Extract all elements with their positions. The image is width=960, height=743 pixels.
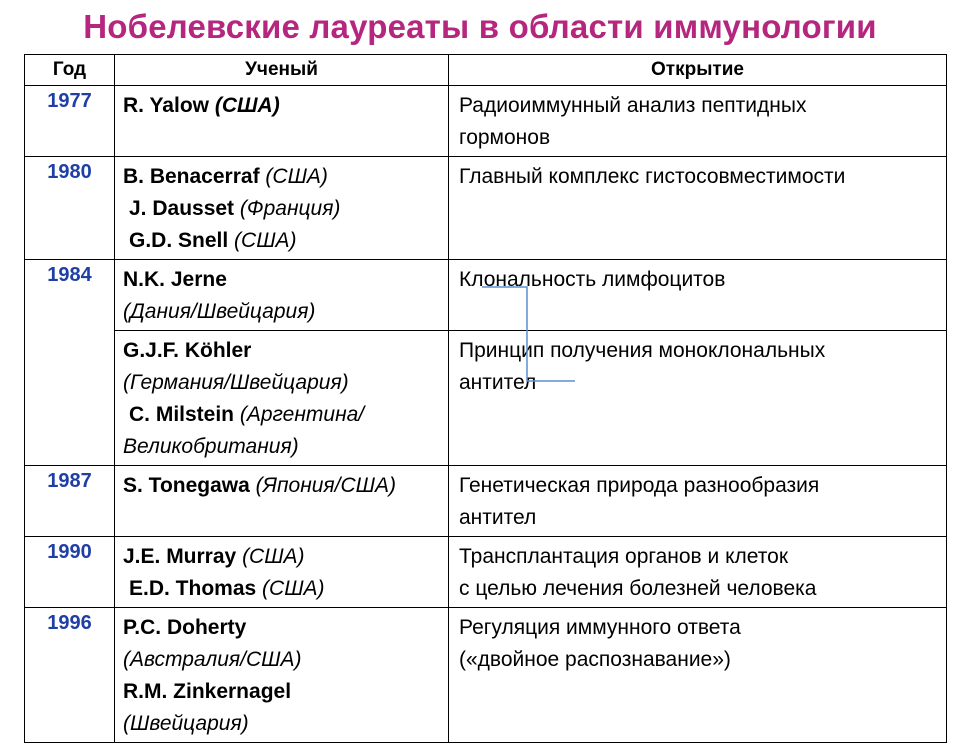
scientist-name: S. Tonegawa xyxy=(123,474,250,497)
scientist-entry xyxy=(123,335,440,367)
scientist-country: (США) xyxy=(234,229,297,252)
scientist-name: E.D. Thomas xyxy=(129,577,257,600)
discovery-line: антител xyxy=(459,371,537,394)
discovery-line: Генетическая природа разнообразия xyxy=(459,474,820,497)
table-row xyxy=(25,466,947,537)
scientist-entry xyxy=(123,676,440,708)
year-cell: 1984 xyxy=(25,260,115,466)
scientist-country: Великобритания) xyxy=(123,435,299,458)
scientist-name: G.D. Snell xyxy=(129,229,229,252)
discovery-line: гормонов xyxy=(459,126,551,149)
scientist-country: (США) xyxy=(262,577,325,600)
scientist-entry xyxy=(123,225,440,257)
scientist-name: R.M. Zinkernagel xyxy=(123,680,292,703)
discovery-cell xyxy=(449,157,947,260)
scientist-cell xyxy=(115,86,449,157)
header-year: Год xyxy=(25,55,115,86)
year-cell: 1990 xyxy=(25,537,115,608)
year-cell: 1996 xyxy=(25,608,115,743)
scientist-name: N.K. Jerne xyxy=(123,268,227,291)
scientist-entry xyxy=(123,264,440,296)
table-row xyxy=(25,608,947,743)
scientist-entry xyxy=(123,161,440,193)
scientist-country: (США) xyxy=(214,94,280,117)
scientist-country: (Австралия/США) xyxy=(123,648,302,671)
scientist-entry xyxy=(123,470,440,502)
scientist-country: (Япония/США) xyxy=(255,474,396,497)
scientist-cell xyxy=(115,537,449,608)
scientist-cell xyxy=(115,608,449,743)
page-title: Нобелевские лауреаты в области иммунологии xyxy=(83,8,877,45)
scientist-country: (Франция) xyxy=(239,197,341,220)
discovery-cell xyxy=(449,537,947,608)
year-cell: 1977 xyxy=(25,86,115,157)
discovery-line: («двойное распознавание») xyxy=(459,648,731,671)
table-row xyxy=(25,157,947,260)
discovery-cell xyxy=(449,331,947,466)
discovery-line: Клональность лимфоцитов xyxy=(459,268,726,291)
scientist-entry xyxy=(123,612,440,644)
scientist-name: J.E. Murray xyxy=(123,545,237,568)
scientist-cell xyxy=(115,260,449,331)
discovery-cell xyxy=(449,86,947,157)
scientist-country: (США) xyxy=(265,165,328,188)
scientist-entry xyxy=(123,541,440,573)
scientist-entry xyxy=(123,573,440,605)
scientist-country: (Дания/Швейцария) xyxy=(123,300,316,323)
discovery-line: Регуляция иммунного ответа xyxy=(459,616,741,639)
scientist-name: G.J.F. Köhler xyxy=(123,339,252,362)
discovery-line: антител xyxy=(459,506,537,529)
discovery-line: Радиоиммунный анализ пептидных xyxy=(459,94,807,117)
discovery-cell xyxy=(449,608,947,743)
table-row xyxy=(25,331,947,466)
discovery-line: Главный комплекс гистосовместимости xyxy=(459,165,846,188)
discovery-line: Принцип получения моноклональных xyxy=(459,339,826,362)
year-cell: 1980 xyxy=(25,157,115,260)
scientist-name: R. Yalow xyxy=(123,94,209,117)
scientist-name: P.C. Doherty xyxy=(123,616,247,639)
scientist-country: (США) xyxy=(242,545,305,568)
scientist-cell xyxy=(115,466,449,537)
discovery-line: с целью лечения болезней человека xyxy=(459,577,817,600)
scientist-country: (Германия/Швейцария) xyxy=(123,371,349,394)
scientist-name: C. Milstein xyxy=(129,403,235,426)
scientist-cell xyxy=(115,331,449,466)
table-row xyxy=(25,260,947,331)
discovery-line: Трансплантация органов и клеток xyxy=(459,545,789,568)
scientist-entry xyxy=(123,399,440,431)
scientist-name: B. Benacerraf xyxy=(123,165,260,188)
table-header-row xyxy=(25,55,947,86)
table-row xyxy=(25,537,947,608)
table-row xyxy=(25,86,947,157)
year-cell: 1987 xyxy=(25,466,115,537)
scientist-cell xyxy=(115,157,449,260)
scientist-name: J. Dausset xyxy=(129,197,235,220)
scientist-entry xyxy=(123,90,440,122)
discovery-cell xyxy=(449,466,947,537)
laureates-table xyxy=(24,54,947,743)
scientist-country: (Аргентина/ xyxy=(239,403,365,426)
scientist-country: (Швейцария) xyxy=(123,712,249,735)
scientist-entry xyxy=(123,193,440,225)
header-scientist: Ученый xyxy=(115,55,449,86)
header-discovery: Открытие xyxy=(449,55,947,86)
discovery-cell xyxy=(449,260,947,331)
